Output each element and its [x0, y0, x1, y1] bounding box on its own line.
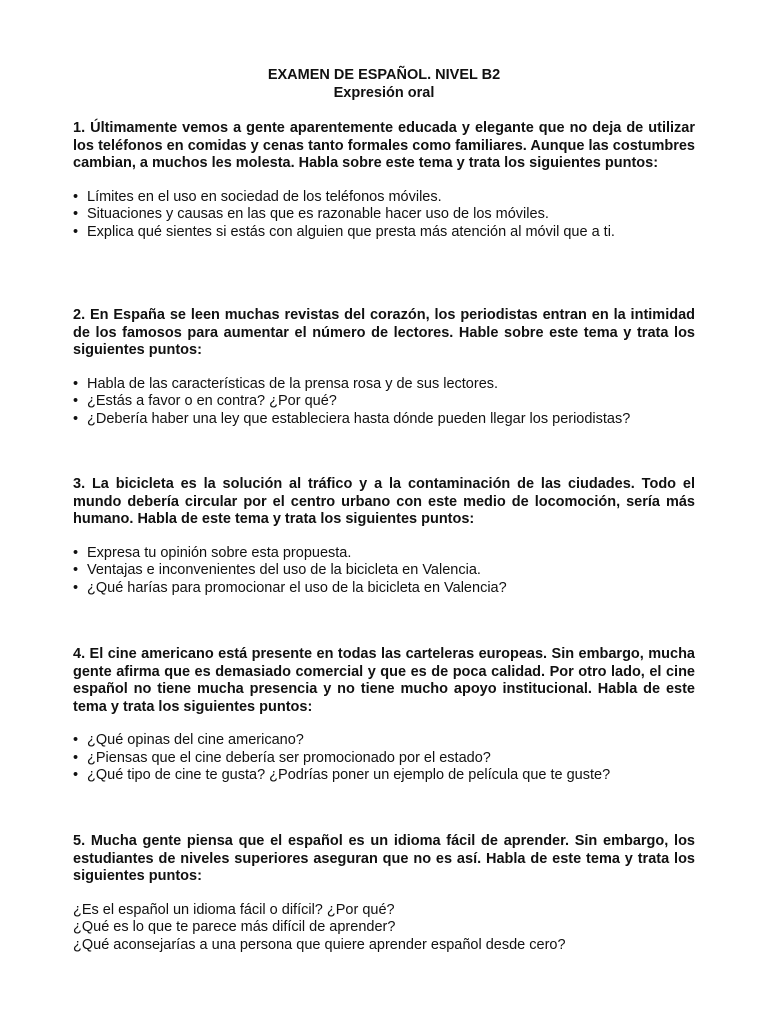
question-5 [73, 833, 695, 954]
question-points [73, 902, 695, 955]
point-item [73, 393, 695, 411]
bullet-icon: • [73, 206, 79, 222]
point-text: ¿Qué tipo de cine te gusta? ¿Podrías poner un ejemplo de película que te guste? [87, 767, 611, 783]
document-header [0, 66, 768, 102]
bullet-icon: • [73, 410, 79, 427]
point-text: ¿Qué es lo que te parece más difícil de aprender? [73, 919, 396, 935]
point-text: Habla de las características de la prensa rosa y de sus lectores. [87, 375, 499, 392]
point-text: Límites en el uso en sociedad de los teléfonos móviles. [87, 188, 442, 205]
question-3 [73, 476, 695, 597]
point-item [73, 224, 695, 242]
point-text: ¿Qué harías para promocionar el uso de la bicicleta en Valencia? [87, 579, 507, 596]
question-prompt: 1. Últimamente vemos a gente aparentemente educada y elegante que no deja de utilizar los teléfonos en comidas y cenas tanto formales como familiares. Aunque las costumbres cambian, a muchos les molesta. Habla sobre este tema y trata los siguientes puntos: [73, 120, 695, 171]
point-text: ¿Qué aconsejarías a una persona que quiere aprender español desde cero? [73, 936, 566, 953]
bullet-icon: • [73, 579, 79, 596]
point-item [73, 750, 695, 768]
point-text: Ventajas e inconvenientes del uso de la bicicleta en Valencia. [87, 562, 481, 578]
point-item [73, 919, 695, 937]
question-prompt: 4. El cine americano está presente en todas las carteleras europeas. Sin embargo, mucha gente afirma que es demasiado comercial y que es de poca calidad. Por otro lado, el cine español no tiene mucha presencia y no tiene mucho apoyo institucional. Habla de este tema y trata los siguientes puntos: [73, 646, 695, 715]
question-points [73, 732, 695, 785]
question-points [73, 189, 695, 242]
point-item [73, 902, 695, 920]
question-points [73, 545, 695, 598]
question-2 [73, 307, 695, 428]
bullet-icon: • [73, 188, 79, 205]
point-text: Expresa tu opinión sobre esta propuesta. [87, 544, 352, 561]
question-prompt: 2. En España se leen muchas revistas del corazón, los periodistas entran en la intimidad de los famosos para aumentar el número de lectores. Hable sobre este tema y trata los siguientes puntos: [73, 307, 695, 358]
point-text: ¿Qué opinas del cine americano? [87, 732, 304, 748]
point-text: ¿Es el español un idioma fácil o difícil? ¿Por qué? [73, 901, 395, 918]
bullet-icon: • [73, 544, 79, 561]
question-points [73, 376, 695, 429]
point-item [73, 189, 695, 207]
question-prompt: 5. Mucha gente piensa que el español es un idioma fácil de aprender. Sin embargo, los estudiantes de niveles superiores aseguran que no es así. Habla de este tema y trata los siguientes puntos: [73, 833, 695, 884]
question-1 [73, 120, 695, 241]
point-text: ¿Debería haber una ley que estableciera hasta dónde pueden llegar los periodistas? [87, 410, 631, 427]
bullet-icon: • [73, 375, 79, 392]
bullet-icon: • [73, 732, 79, 748]
exam-subtitle: Expresión oral [333, 85, 435, 101]
point-text: Explica qué sientes si estás con alguien que presta más atención al móvil que a ti. [87, 223, 615, 240]
point-text: ¿Estás a favor o en contra? ¿Por qué? [87, 393, 337, 409]
point-item [73, 732, 695, 750]
point-item [73, 580, 695, 598]
point-item [73, 767, 695, 785]
point-text: ¿Piensas que el cine debería ser promocionado por el estado? [87, 749, 491, 766]
question-4 [73, 646, 695, 785]
bullet-icon: • [73, 749, 79, 766]
bullet-icon: • [73, 562, 79, 578]
exam-title: EXAMEN DE ESPAÑOL. NIVEL B2 [267, 67, 501, 83]
point-text: Situaciones y causas en las que es razonable hacer uso de los móviles. [87, 206, 549, 222]
question-prompt: 3. La bicicleta es la solución al tráfico y a la contaminación de las ciudades. Todo el mundo debería circular por el centro urbano con este medio de locomoción, sería más humano. Habla de este tema y trata los siguientes puntos: [73, 476, 695, 527]
point-item [73, 937, 695, 955]
point-item [73, 411, 695, 429]
bullet-icon: • [73, 393, 79, 409]
point-item [73, 206, 695, 224]
point-item [73, 545, 695, 563]
point-item [73, 376, 695, 394]
bullet-icon: • [73, 223, 79, 240]
point-item [73, 562, 695, 580]
bullet-icon: • [73, 767, 79, 783]
